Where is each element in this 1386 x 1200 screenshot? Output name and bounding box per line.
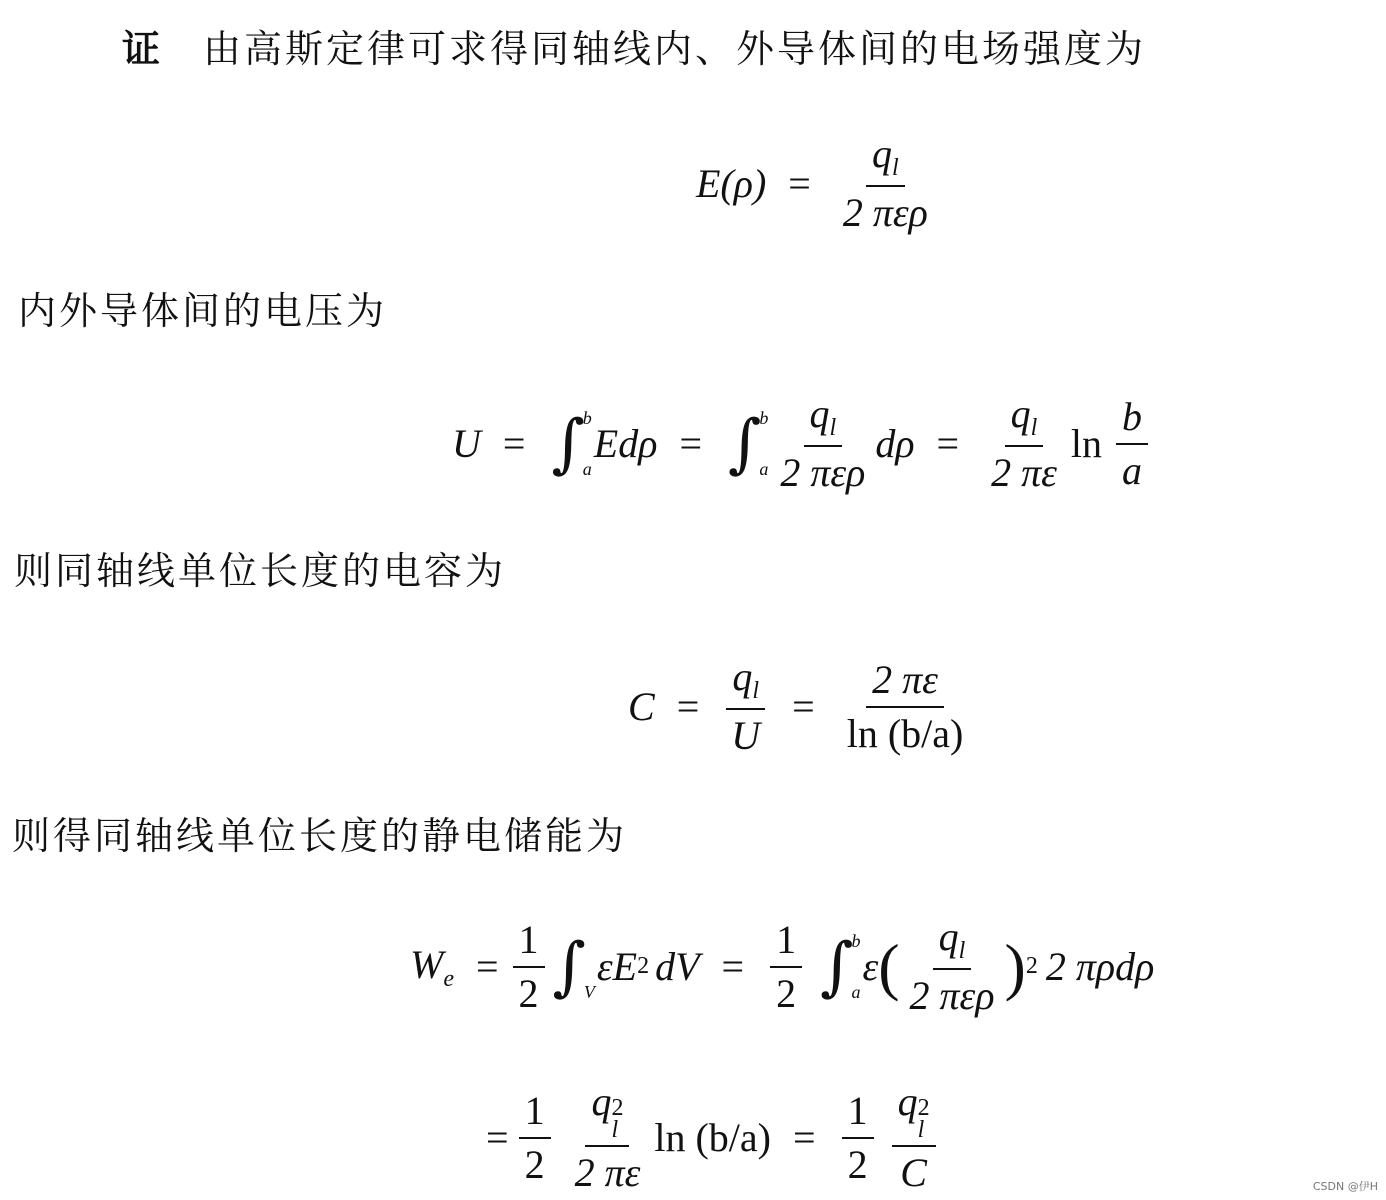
equation-electric-field bbox=[696, 132, 938, 235]
eq4-inner-num-sub: l bbox=[958, 938, 966, 964]
eq5-half1-num: 1 bbox=[519, 1089, 551, 1139]
eq4-tail: 2 πρdρ bbox=[1045, 944, 1155, 990]
eq3-den2: ln (b/a) bbox=[846, 710, 964, 756]
eq2-integral-1: ∫ b a bbox=[551, 406, 592, 481]
energy-text: 则得同轴线单位长度的静电储能为 bbox=[12, 814, 628, 858]
eq3-num2: 2 πε bbox=[866, 658, 944, 708]
eq2-equals-3: = bbox=[936, 421, 960, 467]
eq4-left-paren: ( bbox=[878, 930, 900, 1002]
eq4-half-1 bbox=[513, 918, 545, 1016]
intro-text: 由高斯定律可求得同轴线内、外导体间的电场强度为 bbox=[203, 27, 1147, 71]
eq2-equals-1: = bbox=[502, 421, 526, 467]
equation-voltage bbox=[452, 392, 1152, 495]
eq1-den: 2 περ bbox=[842, 190, 928, 236]
voltage-line bbox=[18, 280, 387, 335]
eq2-int2-lower: a bbox=[759, 458, 769, 479]
eq2-frac2-num: q bbox=[1010, 391, 1031, 436]
capacitance-text: 则同轴线单位长度的电容为 bbox=[14, 549, 507, 593]
eq5-half-2 bbox=[842, 1089, 874, 1187]
eq3-fraction-2 bbox=[841, 658, 970, 756]
eq2-lhs: U bbox=[452, 421, 481, 467]
eq4-half2-num: 1 bbox=[770, 918, 802, 968]
eq5-half-1 bbox=[519, 1089, 551, 1187]
eq5-half2-den: 2 bbox=[847, 1141, 868, 1187]
eq2-fraction-1 bbox=[774, 392, 871, 495]
eq4-integral-1: ∫ V bbox=[552, 929, 595, 1004]
eq4-half-2 bbox=[770, 918, 802, 1016]
equation-energy bbox=[410, 915, 1154, 1018]
eq2-frac2-num-sub: l bbox=[1030, 415, 1038, 441]
eq4-int1-lower: V bbox=[583, 981, 595, 1002]
eq5-q3-fraction bbox=[892, 1080, 936, 1195]
eq1-num-sub: l bbox=[892, 155, 899, 181]
eq2-integrand: Edρ bbox=[593, 421, 658, 467]
eq5-equals-2: = bbox=[793, 1115, 816, 1161]
eq4-integrand: εE bbox=[596, 944, 638, 990]
eq3-equals-1: = bbox=[676, 684, 700, 730]
eq1-fraction bbox=[837, 132, 934, 235]
eq2-fraction-2 bbox=[985, 392, 1063, 495]
eq3-equals-2: = bbox=[792, 684, 815, 730]
eq4-sq: 2 bbox=[637, 953, 650, 980]
eq5-half2-num: 1 bbox=[842, 1089, 874, 1139]
eq1-lhs: E(ρ) bbox=[696, 161, 767, 207]
voltage-text: 内外导体间的电压为 bbox=[18, 289, 388, 333]
eq2-fraction-ba bbox=[1116, 395, 1148, 493]
eq4-inner-num: q bbox=[938, 914, 959, 959]
eq5-equals-1: = bbox=[486, 1115, 509, 1161]
eq2-dvar: dρ bbox=[875, 421, 915, 467]
equation-capacitance bbox=[628, 655, 973, 758]
eq4-right-paren: ) bbox=[1004, 930, 1026, 1002]
eq3-num1: q bbox=[732, 654, 753, 699]
intro-line bbox=[122, 18, 1146, 73]
eq4-int2-lower: a bbox=[851, 981, 861, 1002]
eq4-inner-fraction bbox=[904, 915, 1001, 1018]
eq4-lhs-sub: e bbox=[443, 965, 454, 992]
eq1-num: q bbox=[872, 131, 892, 176]
eq3-fraction-1 bbox=[725, 655, 766, 758]
eq3-den1: U bbox=[731, 713, 761, 759]
eq5-q2-sub: l bbox=[611, 1116, 619, 1143]
eq2-frac1-num-sub: l bbox=[829, 415, 837, 441]
eq2-int1-upper: b bbox=[582, 407, 592, 428]
eq5-q2-sup: 2 bbox=[611, 1095, 624, 1121]
eq5-q3-sub: l bbox=[917, 1116, 925, 1143]
eq4-int2-upper: b bbox=[851, 930, 861, 951]
eq2-ln: ln bbox=[1070, 421, 1103, 467]
eq5-q3-den: C bbox=[900, 1150, 927, 1196]
eq2-a: a bbox=[1122, 447, 1143, 493]
eq2-integral-2: ∫ b a bbox=[728, 406, 769, 481]
eq5-q2-num: q bbox=[591, 1079, 612, 1124]
eq2-equals-2: = bbox=[679, 421, 702, 467]
equation-energy-result bbox=[486, 1080, 940, 1195]
eq5-q3-num: q bbox=[897, 1079, 918, 1124]
eq5-q2-den: 2 πε bbox=[574, 1150, 641, 1196]
eq4-dv: dV bbox=[655, 944, 700, 990]
eq4-equals-2: = bbox=[721, 944, 745, 990]
csdn-watermark: CSDN @伊H bbox=[1312, 1180, 1378, 1193]
eq3-num1-sub: l bbox=[752, 678, 760, 704]
eq1-equals: = bbox=[788, 161, 811, 207]
eq4-half1-den: 2 bbox=[518, 970, 539, 1016]
eq4-outer-sq: 2 bbox=[1025, 953, 1038, 980]
eq4-integral-2: ∫ b a bbox=[820, 929, 861, 1004]
eq4-half1-num: 1 bbox=[513, 918, 545, 968]
eq2-b: b bbox=[1116, 395, 1148, 445]
eq4-eps: ε bbox=[862, 944, 879, 990]
eq4-equals-1: = bbox=[475, 944, 499, 990]
eq2-frac1-num: q bbox=[809, 391, 830, 436]
eq4-lhs: $W_e$ bbox=[410, 941, 454, 992]
eq5-q2-fraction bbox=[569, 1080, 647, 1195]
eq2-frac2-den: 2 πε bbox=[991, 450, 1057, 496]
energy-line bbox=[12, 805, 627, 860]
eq2-int2-upper: b bbox=[759, 407, 769, 428]
eq5-half1-den: 2 bbox=[524, 1141, 545, 1187]
eq4-inner-den: 2 περ bbox=[909, 973, 995, 1019]
eq2-int1-lower: a bbox=[582, 458, 592, 479]
proof-mark: 证 bbox=[122, 27, 164, 71]
eq2-frac1-den: 2 περ bbox=[780, 450, 866, 496]
eq4-half2-den: 2 bbox=[776, 970, 797, 1016]
capacitance-line bbox=[14, 540, 506, 595]
eq3-lhs: C bbox=[628, 684, 655, 730]
eq5-ln: ln (b/a) bbox=[654, 1115, 771, 1161]
eq5-q3-sup: 2 bbox=[917, 1095, 930, 1121]
